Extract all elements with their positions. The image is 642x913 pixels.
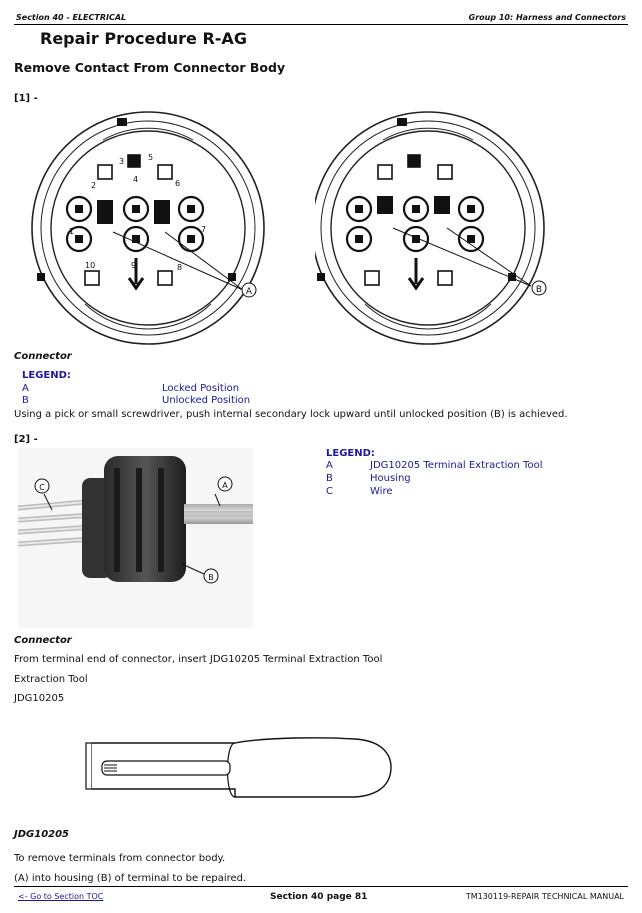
connector-diagram-locked: [15, 108, 315, 348]
photo-callout-c: C: [39, 483, 45, 492]
pin-2-label: 2: [91, 181, 97, 190]
extraction-tool-drawing: [85, 737, 395, 803]
tool-line-1: To remove terminals from connector body.: [14, 853, 226, 864]
step-2-line-1: From terminal end of connector, insert JDG10205 Terminal Extraction Tool: [14, 654, 383, 665]
callout-a: A: [245, 287, 253, 297]
manual-id: TM130119-REPAIR TECHNICAL MANUAL: [465, 892, 624, 901]
header-group: Group 10: Harness and Connectors: [468, 13, 626, 22]
step-2-legend-title: LEGEND:: [326, 448, 375, 459]
step-1-label: [1] -: [14, 93, 38, 104]
tool-caption: JDG10205: [14, 829, 70, 840]
step-1-instruction: Using a pick or small screwdriver, push internal secondary lock upward until unlocked position (B) is achieved.: [14, 409, 568, 420]
pin-4-label: 4: [133, 175, 139, 184]
pin-1-label: 1: [69, 227, 75, 236]
tool-line-2: (A) into housing (B) of terminal to be repaired.: [14, 873, 247, 884]
legend-locked: Locked Position: [162, 383, 240, 394]
pin-6-label: 6: [175, 179, 181, 188]
go-to-section-toc-link[interactable]: <- Go to Section TOC: [18, 892, 104, 901]
pin-8-label: 8: [177, 263, 183, 272]
header-section: Section 40 - ELECTRICAL: [16, 13, 127, 22]
connector-photo: [18, 448, 253, 628]
legend-wire: Wire: [370, 486, 393, 497]
step-2-line-3: JDG10205: [14, 693, 65, 704]
legend-extraction-tool: JDG10205 Terminal Extraction Tool: [370, 460, 543, 471]
step-2-label: [2] -: [14, 434, 38, 445]
photo-callout-a: A: [222, 481, 228, 490]
pin-3-label: 3: [119, 157, 125, 166]
connector-diagram-unlocked: [315, 108, 615, 348]
step-1-caption: Connector: [14, 351, 72, 362]
pin-7-label: 7: [201, 225, 207, 234]
legend2-key-c: C: [326, 486, 333, 497]
step-2-line-2: Extraction Tool: [14, 674, 88, 685]
legend2-key-b: B: [326, 473, 333, 484]
legend-unlocked: Unlocked Position: [162, 395, 251, 406]
step-2-caption: Connector: [14, 635, 72, 646]
pin-5-label: 5: [148, 153, 154, 162]
page-title: Repair Procedure R-AG: [40, 29, 247, 48]
section-subtitle: Remove Contact From Connector Body: [14, 60, 286, 75]
callout-b: B: [535, 285, 543, 295]
page-header: [14, 8, 628, 25]
step-1-legend-title: LEGEND:: [22, 370, 71, 381]
legend-key-b: B: [22, 395, 29, 406]
legend2-key-a: A: [326, 460, 333, 471]
legend-housing: Housing: [370, 473, 411, 484]
legend-key-a: A: [22, 383, 29, 394]
photo-callout-b: B: [208, 573, 214, 582]
page-footer: [14, 886, 628, 907]
page-number: Section 40 page 81: [270, 892, 368, 902]
pin-9-label: 9: [131, 261, 137, 270]
pin-10-label: 10: [85, 261, 96, 270]
